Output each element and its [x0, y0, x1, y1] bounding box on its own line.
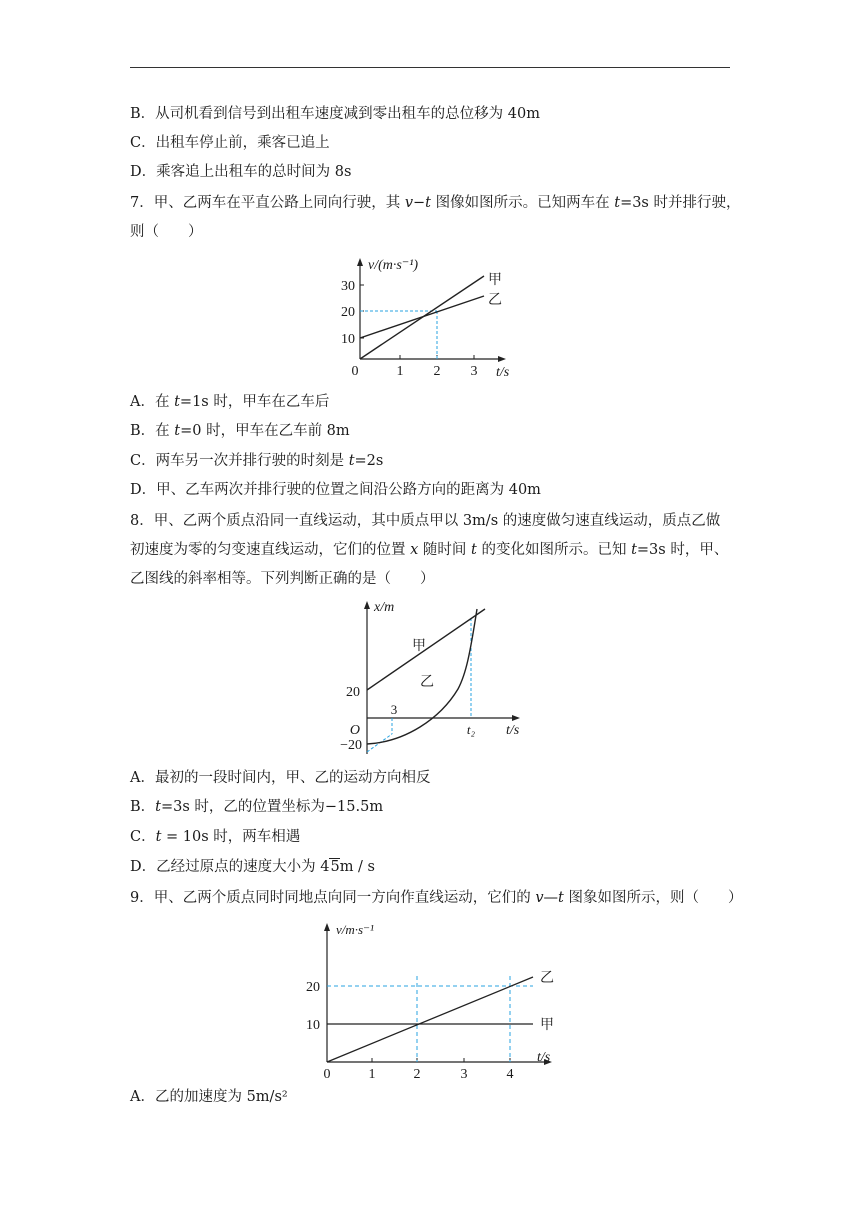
q7-stem-line2: 则（ ）	[130, 224, 203, 240]
q7-y-tick: 20	[341, 305, 355, 320]
q9-x-tick: 4	[506, 1067, 514, 1082]
q8-x-tick-3: 3	[390, 702, 398, 717]
q9-label-yi: 乙	[540, 971, 554, 986]
q8-option-b: B．t=3s 时，乙的位置坐标为−15.5m	[130, 799, 384, 815]
q8-stem-line2: 初速度为零的匀变速直线运动，它们的位置 x 随时间 t 的变化如图所示。已知 t=3s 时，甲、	[130, 542, 729, 558]
q7-x-label: t/s	[496, 365, 510, 380]
q7-label-jia: 甲	[488, 273, 502, 288]
q8-y-tick-neg20: −20	[340, 738, 362, 753]
q8-option-a: A．最初的一段时间内，甲、乙的运动方向相反	[130, 770, 431, 786]
q8-option-c: C．t = 10s 时，两车相遇	[130, 829, 301, 845]
q9-stem: 9．甲、乙两个质点同时同地点向同一方向作直线运动，它们的 v—t 图象如图所示，则（ ）	[130, 890, 743, 906]
q7-option-d: D．甲、乙车两次并排行驶的位置之间沿公路方向的距离为 40m	[130, 482, 541, 498]
q8-label-jia: 甲	[412, 639, 426, 654]
q9-y-tick: 10	[306, 1018, 320, 1033]
q9-vt-graph	[300, 916, 570, 1086]
q8-stem-line1: 8．甲、乙两个质点沿同一直线运动，其中质点甲以 3m/s 的速度做匀速直线运动，质点乙做	[130, 513, 721, 529]
q7-option-a: A．在 t=1s 时，甲车在乙车后	[130, 394, 330, 410]
q7-stem-line1: 7．甲、乙两车在平直公路上同向行驶，其 v−t 图像如图所示。已知两车在 t=3s 时并排行驶，	[130, 195, 741, 211]
q9-option-a: A．乙的加速度为 5m/s²	[130, 1089, 288, 1105]
q9-origin: 0	[323, 1067, 331, 1082]
q9-y-tick: 20	[306, 980, 320, 995]
header-rule	[130, 67, 730, 68]
q9-x-tick: 2	[413, 1067, 421, 1082]
q6-option-d: D．乘客追上出租车的总时间为 8s	[130, 164, 352, 180]
q8-label-yi: 乙	[420, 675, 434, 690]
q8-x-label: t/s	[506, 723, 520, 738]
q7-label-yi: 乙	[488, 293, 502, 308]
q9-x-tick: 1	[368, 1067, 376, 1082]
q7-y-tick: 30	[341, 279, 355, 294]
q6-option-c: C．出租车停止前，乘客已追上	[130, 135, 330, 151]
q8-y-tick-20: 20	[346, 685, 360, 700]
q8-y-label: x/m	[374, 600, 395, 615]
q9-x-label: t/s	[537, 1050, 551, 1065]
q7-option-c: C．两车另一次并排行驶的时刻是 t=2s	[130, 453, 384, 469]
q7-line-yi	[360, 296, 484, 338]
q7-origin: 0	[351, 364, 359, 379]
q7-vt-graph	[320, 250, 520, 380]
q7-y-tick: 10	[341, 332, 355, 347]
q7-y-label: v/(m·s⁻¹)	[368, 258, 419, 273]
q9-label-jia: 甲	[540, 1018, 554, 1033]
q7-y-arrow	[357, 258, 363, 266]
q9-x-tick: 3	[460, 1067, 468, 1082]
q9-line-yi	[327, 977, 533, 1062]
q7-x-tick: 1	[396, 364, 404, 379]
q9-y-label: v/m·s⁻¹	[336, 922, 374, 937]
q7-x-tick: 3	[470, 364, 478, 379]
q8-x-tick-t2: t₂	[466, 722, 476, 737]
q8-xt-graph	[330, 594, 530, 759]
q7-x-arrow	[498, 356, 506, 362]
q7-x-tick: 2	[433, 364, 441, 379]
q7-option-b: B．在 t=0 时，甲车在乙车前 8m	[130, 423, 350, 439]
q6-option-b: B．从司机看到信号到出租车速度减到零出租车的总位移为 40m	[130, 106, 540, 122]
q8-origin: O	[349, 723, 360, 738]
q8-option-d: D．乙经过原点的速度大小为 45m / s	[130, 859, 375, 875]
q8-stem-line3: 乙图线的斜率相等。下列判断正确的是（ ）	[130, 571, 435, 587]
